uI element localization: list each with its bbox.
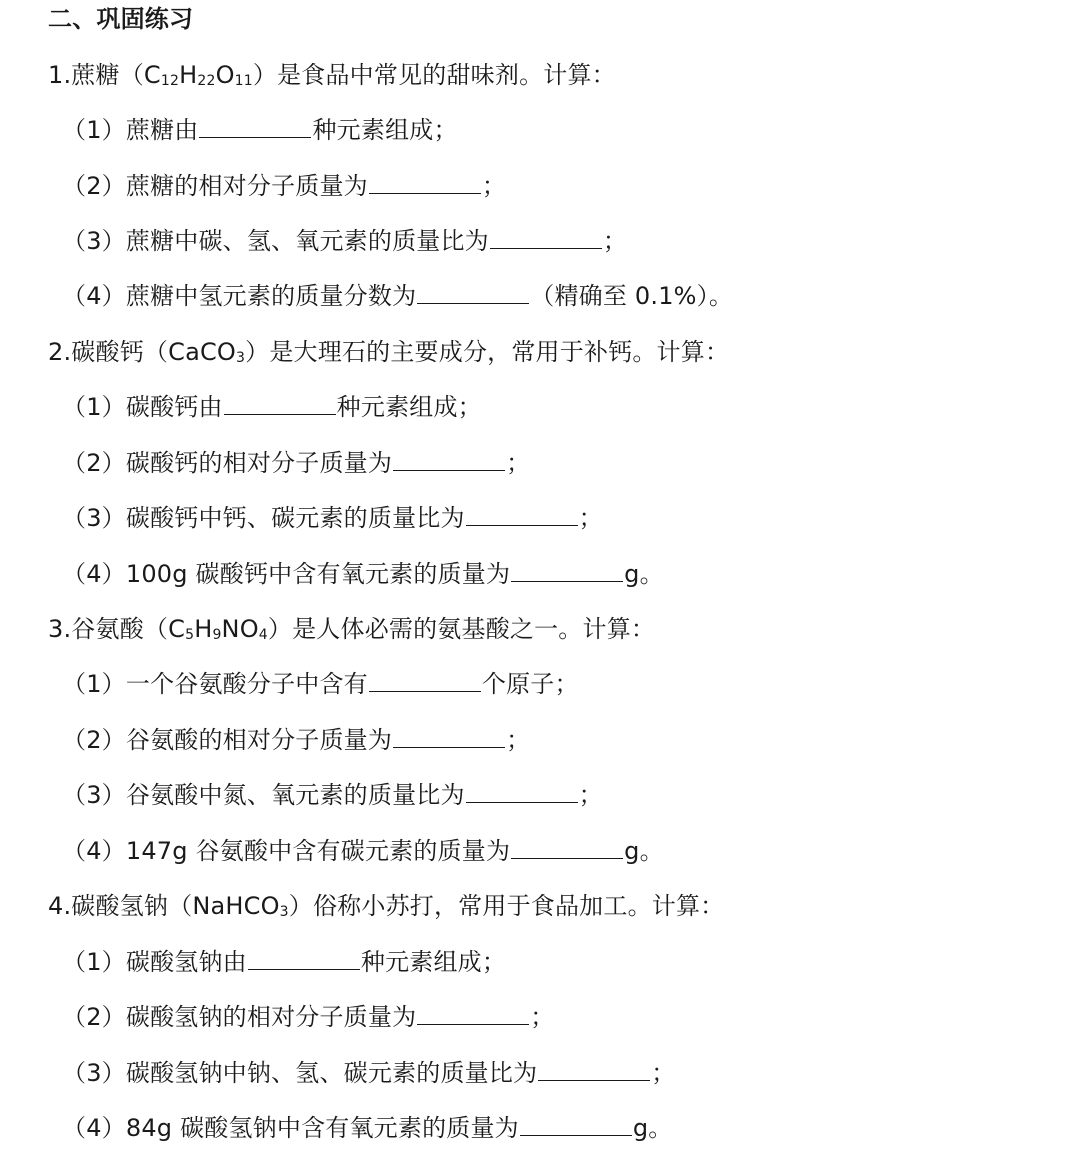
answer-blank[interactable] <box>511 836 623 859</box>
q1-formula-h-sub: 22 <box>197 73 216 89</box>
q2-stem-post: ）是大理石的主要成分，常用于补钙。计算： <box>245 338 730 366</box>
answer-blank[interactable] <box>369 669 481 692</box>
q2-item-2 <box>62 447 530 479</box>
q1-item-1-text: （1）蔗糖由 <box>62 116 199 144</box>
answer-blank[interactable] <box>520 1113 632 1136</box>
q1-formula-c: C <box>143 61 161 89</box>
q2-formula-caco: CaCO <box>168 338 237 366</box>
q4-item-1-suffix: 种元素组成； <box>360 948 507 976</box>
answer-blank[interactable] <box>369 171 481 194</box>
q4-item-1 <box>62 946 506 978</box>
q2-item-4-suffix: g。 <box>624 560 664 588</box>
q1-item-2-suffix: ； <box>481 172 507 200</box>
q4-item-2-suffix: ； <box>530 1003 555 1031</box>
q4-item-4-text: （4）84g 碳酸氢钠中含有氧元素的质量为 <box>62 1114 519 1142</box>
q2-item-2-text: （2）碳酸钙的相对分子质量为 <box>62 449 393 477</box>
answer-blank[interactable] <box>417 1002 529 1025</box>
q2-stem-pre: 2.碳酸钙（ <box>48 338 169 366</box>
q4-item-2 <box>62 1001 554 1033</box>
q1-item-4 <box>62 280 733 312</box>
q4-formula-sub: 3 <box>279 904 289 920</box>
q3-formula-c-sub: 5 <box>185 627 195 643</box>
q4-item-1-text: （1）碳酸氢钠由 <box>62 948 247 976</box>
q3-stem-pre: 3.谷氨酸（ <box>48 615 169 643</box>
q4-item-4 <box>62 1112 673 1144</box>
q1-formula-o-sub: 11 <box>234 73 253 89</box>
section-title: 二、巩固练习 <box>48 5 194 33</box>
question-3-stem <box>48 613 655 645</box>
q2-item-1-suffix: 种元素组成； <box>336 393 482 421</box>
q3-item-3-text: （3）谷氨酸中氮、氧元素的质量比为 <box>62 781 465 809</box>
answer-blank[interactable] <box>538 1058 650 1081</box>
q2-item-4 <box>62 558 664 590</box>
answer-blank[interactable] <box>248 947 360 970</box>
q1-formula-c-sub: 12 <box>160 73 180 89</box>
q1-item-1 <box>62 114 458 146</box>
q2-item-1-text: （1）碳酸钙由 <box>62 393 223 421</box>
q4-item-4-suffix: g。 <box>632 1114 673 1142</box>
q1-item-2-text: （2）蔗糖的相对分子质量为 <box>62 172 368 200</box>
answer-blank[interactable] <box>224 392 336 415</box>
answer-blank[interactable] <box>393 725 505 748</box>
q3-formula-c: C <box>168 615 186 643</box>
q1-stem-pre: 1.蔗糖（ <box>48 61 144 89</box>
q1-item-3-suffix: ； <box>602 227 628 255</box>
q3-item-4 <box>62 835 664 867</box>
q3-formula-h-sub: 9 <box>212 627 222 643</box>
q1-stem-post: ）是食品中常见的甜味剂。计算： <box>252 61 616 89</box>
question-2-stem <box>48 336 729 368</box>
q2-item-3-suffix: ； <box>578 504 603 532</box>
answer-blank[interactable] <box>466 780 578 803</box>
q3-item-3 <box>62 779 603 811</box>
q1-item-3-text: （3）蔗糖中碳、氢、氧元素的质量比为 <box>62 227 489 255</box>
q4-item-3-suffix: ； <box>651 1059 676 1087</box>
answer-blank[interactable] <box>511 559 623 582</box>
q3-item-2-suffix: ； <box>506 726 531 754</box>
q3-item-1-text: （1）一个谷氨酸分子中含有 <box>62 670 368 698</box>
answer-blank[interactable] <box>466 503 578 526</box>
q1-item-2 <box>62 170 506 202</box>
q3-item-4-text: （4）147g 谷氨酸中含有碳元素的质量为 <box>62 837 511 865</box>
q2-item-4-text: （4）100g 碳酸钙中含有氧元素的质量为 <box>62 560 511 588</box>
q4-item-3-text: （3）碳酸氢钠中钠、氢、碳元素的质量比为 <box>62 1059 538 1087</box>
answer-blank[interactable] <box>393 448 505 471</box>
q4-stem-post: ）俗称小苏打，常用于食品加工。计算： <box>288 892 725 920</box>
q3-item-1 <box>62 668 579 700</box>
answer-blank[interactable] <box>199 115 311 138</box>
q1-item-4-suffix: （精确至 0.1%）。 <box>530 282 734 310</box>
q3-formula-no-sub: 4 <box>258 627 268 643</box>
q4-item-2-text: （2）碳酸氢钠的相对分子质量为 <box>62 1003 417 1031</box>
q1-item-4-text: （4）蔗糖中氢元素的质量分数为 <box>62 282 417 310</box>
q2-formula-sub: 3 <box>236 350 246 366</box>
q3-item-3-suffix: ； <box>578 781 603 809</box>
q3-item-2 <box>62 724 530 756</box>
answer-blank[interactable] <box>490 226 602 249</box>
q3-formula-no: NO <box>221 615 259 643</box>
q4-formula-nahco: NaHCO <box>192 892 280 920</box>
question-4-stem <box>48 890 724 922</box>
q3-item-4-suffix: g。 <box>624 837 664 865</box>
q3-item-2-text: （2）谷氨酸的相对分子质量为 <box>62 726 393 754</box>
q1-formula-h: H <box>179 61 198 89</box>
q2-item-3-text: （3）碳酸钙中钙、碳元素的质量比为 <box>62 504 465 532</box>
q3-item-1-suffix: 个原子； <box>481 670 579 698</box>
q1-item-3 <box>62 225 627 257</box>
q3-formula-h: H <box>194 615 213 643</box>
q4-item-3 <box>62 1057 675 1089</box>
q2-item-2-suffix: ； <box>506 449 531 477</box>
question-1-stem <box>48 59 616 91</box>
q2-item-1 <box>62 391 482 423</box>
q3-stem-post: ）是人体必需的氨基酸之一。计算： <box>267 615 656 643</box>
q4-stem-pre: 4.碳酸氢钠（ <box>48 892 193 920</box>
q1-item-1-suffix: 种元素组成； <box>312 116 458 144</box>
q1-formula-o: O <box>215 61 235 89</box>
q2-item-3 <box>62 502 603 534</box>
answer-blank[interactable] <box>417 281 529 304</box>
